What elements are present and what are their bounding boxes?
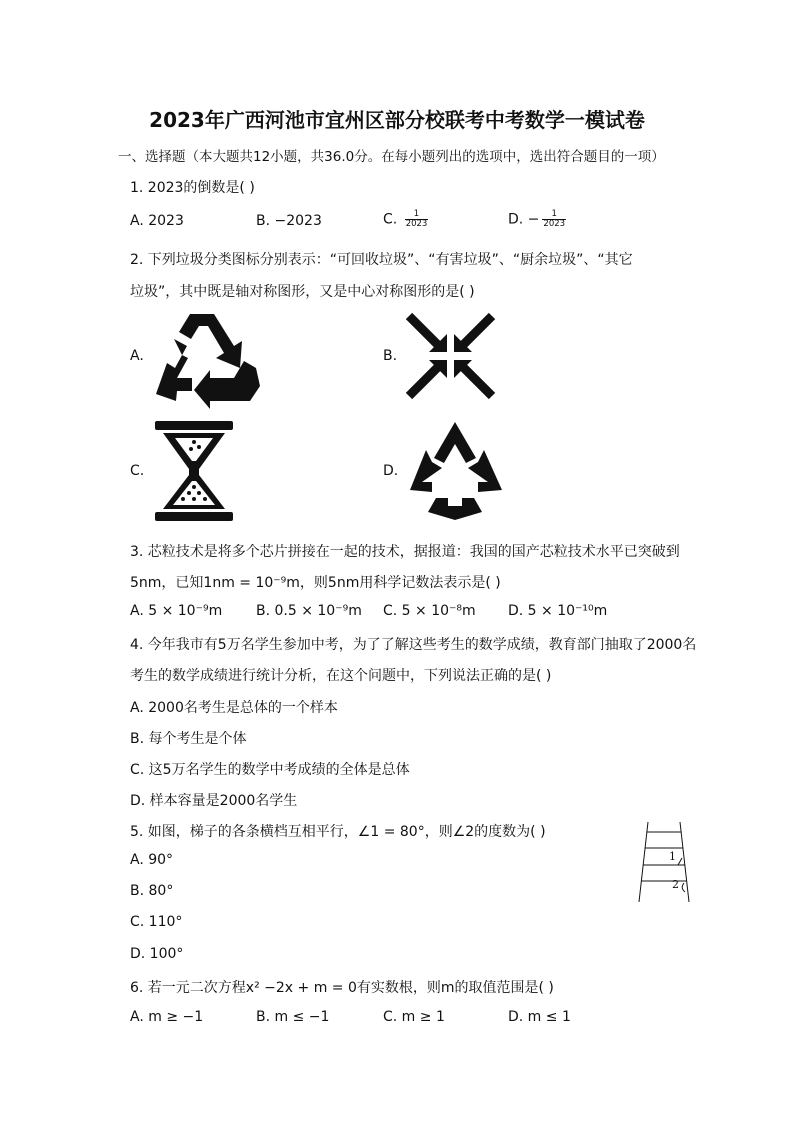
q5-option-b: B. 80° [130,883,174,899]
ladder-figure [636,820,694,904]
q3-option-b: B. 0.5 × 10⁻⁹m [256,603,362,619]
harmful-waste-icon [403,310,498,402]
q6-option-b: B. m ≤ −1 [256,1009,330,1025]
q2-option-a-label: A. [130,348,144,364]
q1-option-d-prefix: D. − [508,211,540,228]
q4-option-d: D. 样本容量是2000名学生 [130,793,298,809]
q2-option-d-label: D. [383,463,399,479]
question-4-stem-line1: 4. 今年我市有5万名学生参加中考，为了了解这些考生的数学成绩，教育部门抽取了2000名 [130,637,697,653]
question-3-stem-line2: 5nm，已知1nm = 10⁻⁹m，则5nm用科学记数法表示是( ) [130,575,501,591]
question-3-stem-line1: 3. 芯粒技术是将多个芯片拼接在一起的技术，据报道：我国的国产芯粒技术水平已突破到 [130,544,680,560]
recycle-icon [150,306,265,406]
q1-option-d [508,210,566,229]
q6-option-c: C. m ≥ 1 [383,1009,445,1025]
q1-option-c [383,210,428,229]
q6-option-a: A. m ≥ −1 [130,1009,204,1025]
angle-2-label: 2 [672,878,679,891]
q6-option-d: D. m ≤ 1 [508,1009,571,1025]
other-waste-icon [406,420,504,522]
q1-option-a: A. 2023 [130,213,184,229]
fraction-denominator: 2023 [543,219,566,229]
question-2-stem-line2: 垃圾”，其中既是轴对称图形，又是中心对称图形的是( ) [130,284,475,300]
section-heading: 一、选择题（本大题共12小题，共36.0分。在每小题列出的选项中，选出符合题目的一项） [118,149,665,165]
q1-option-d-fraction [542,210,566,229]
question-4-stem-line2: 考生的数学成绩进行统计分析，在这个问题中，下列说法正确的是( ) [130,668,552,684]
question-1-stem: 1. 2023的倒数是( ) [130,180,255,196]
question-5-stem: 5. 如图，梯子的各条横档互相平行，∠1 = 80°，则∠2的度数为( ) [130,824,546,840]
q2-option-b-label: B. [383,348,398,364]
q1-option-c-fraction [405,210,429,229]
q5-option-c: C. 110° [130,914,183,930]
kitchen-waste-icon [155,421,233,521]
q3-option-d: D. 5 × 10⁻¹⁰m [508,603,608,619]
q5-option-d: D. 100° [130,946,184,962]
q4-option-a: A. 2000名考生是总体的一个样本 [130,700,338,716]
q4-option-b: B. 每个考生是个体 [130,731,247,747]
q5-option-a: A. 90° [130,852,174,868]
q1-option-b: B. −2023 [256,213,322,229]
q3-option-a: A. 5 × 10⁻⁹m [130,603,223,619]
q2-option-c-label: C. [130,463,145,479]
fraction-numerator: 1 [542,210,566,220]
q3-option-c: C. 5 × 10⁻⁸m [383,603,476,619]
page-title: 2023年广西河池市宜州区部分校联考中考数学一模试卷 [149,108,645,132]
q4-option-c: C. 这5万名学生的数学中考成绩的全体是总体 [130,762,410,778]
fraction-numerator: 1 [405,210,429,220]
fraction-denominator: 2023 [405,219,428,229]
question-6-stem: 6. 若一元二次方程x² −2x + m = 0有实数根，则m的取值范围是( ) [130,980,554,996]
question-2-stem-line1: 2. 下列垃圾分类图标分别表示：“可回收垃圾”、“有害垃圾”、“厨余垃圾”、“其它 [130,252,633,268]
q1-option-c-prefix: C. [383,211,402,228]
angle-1-label: 1 [669,850,676,863]
